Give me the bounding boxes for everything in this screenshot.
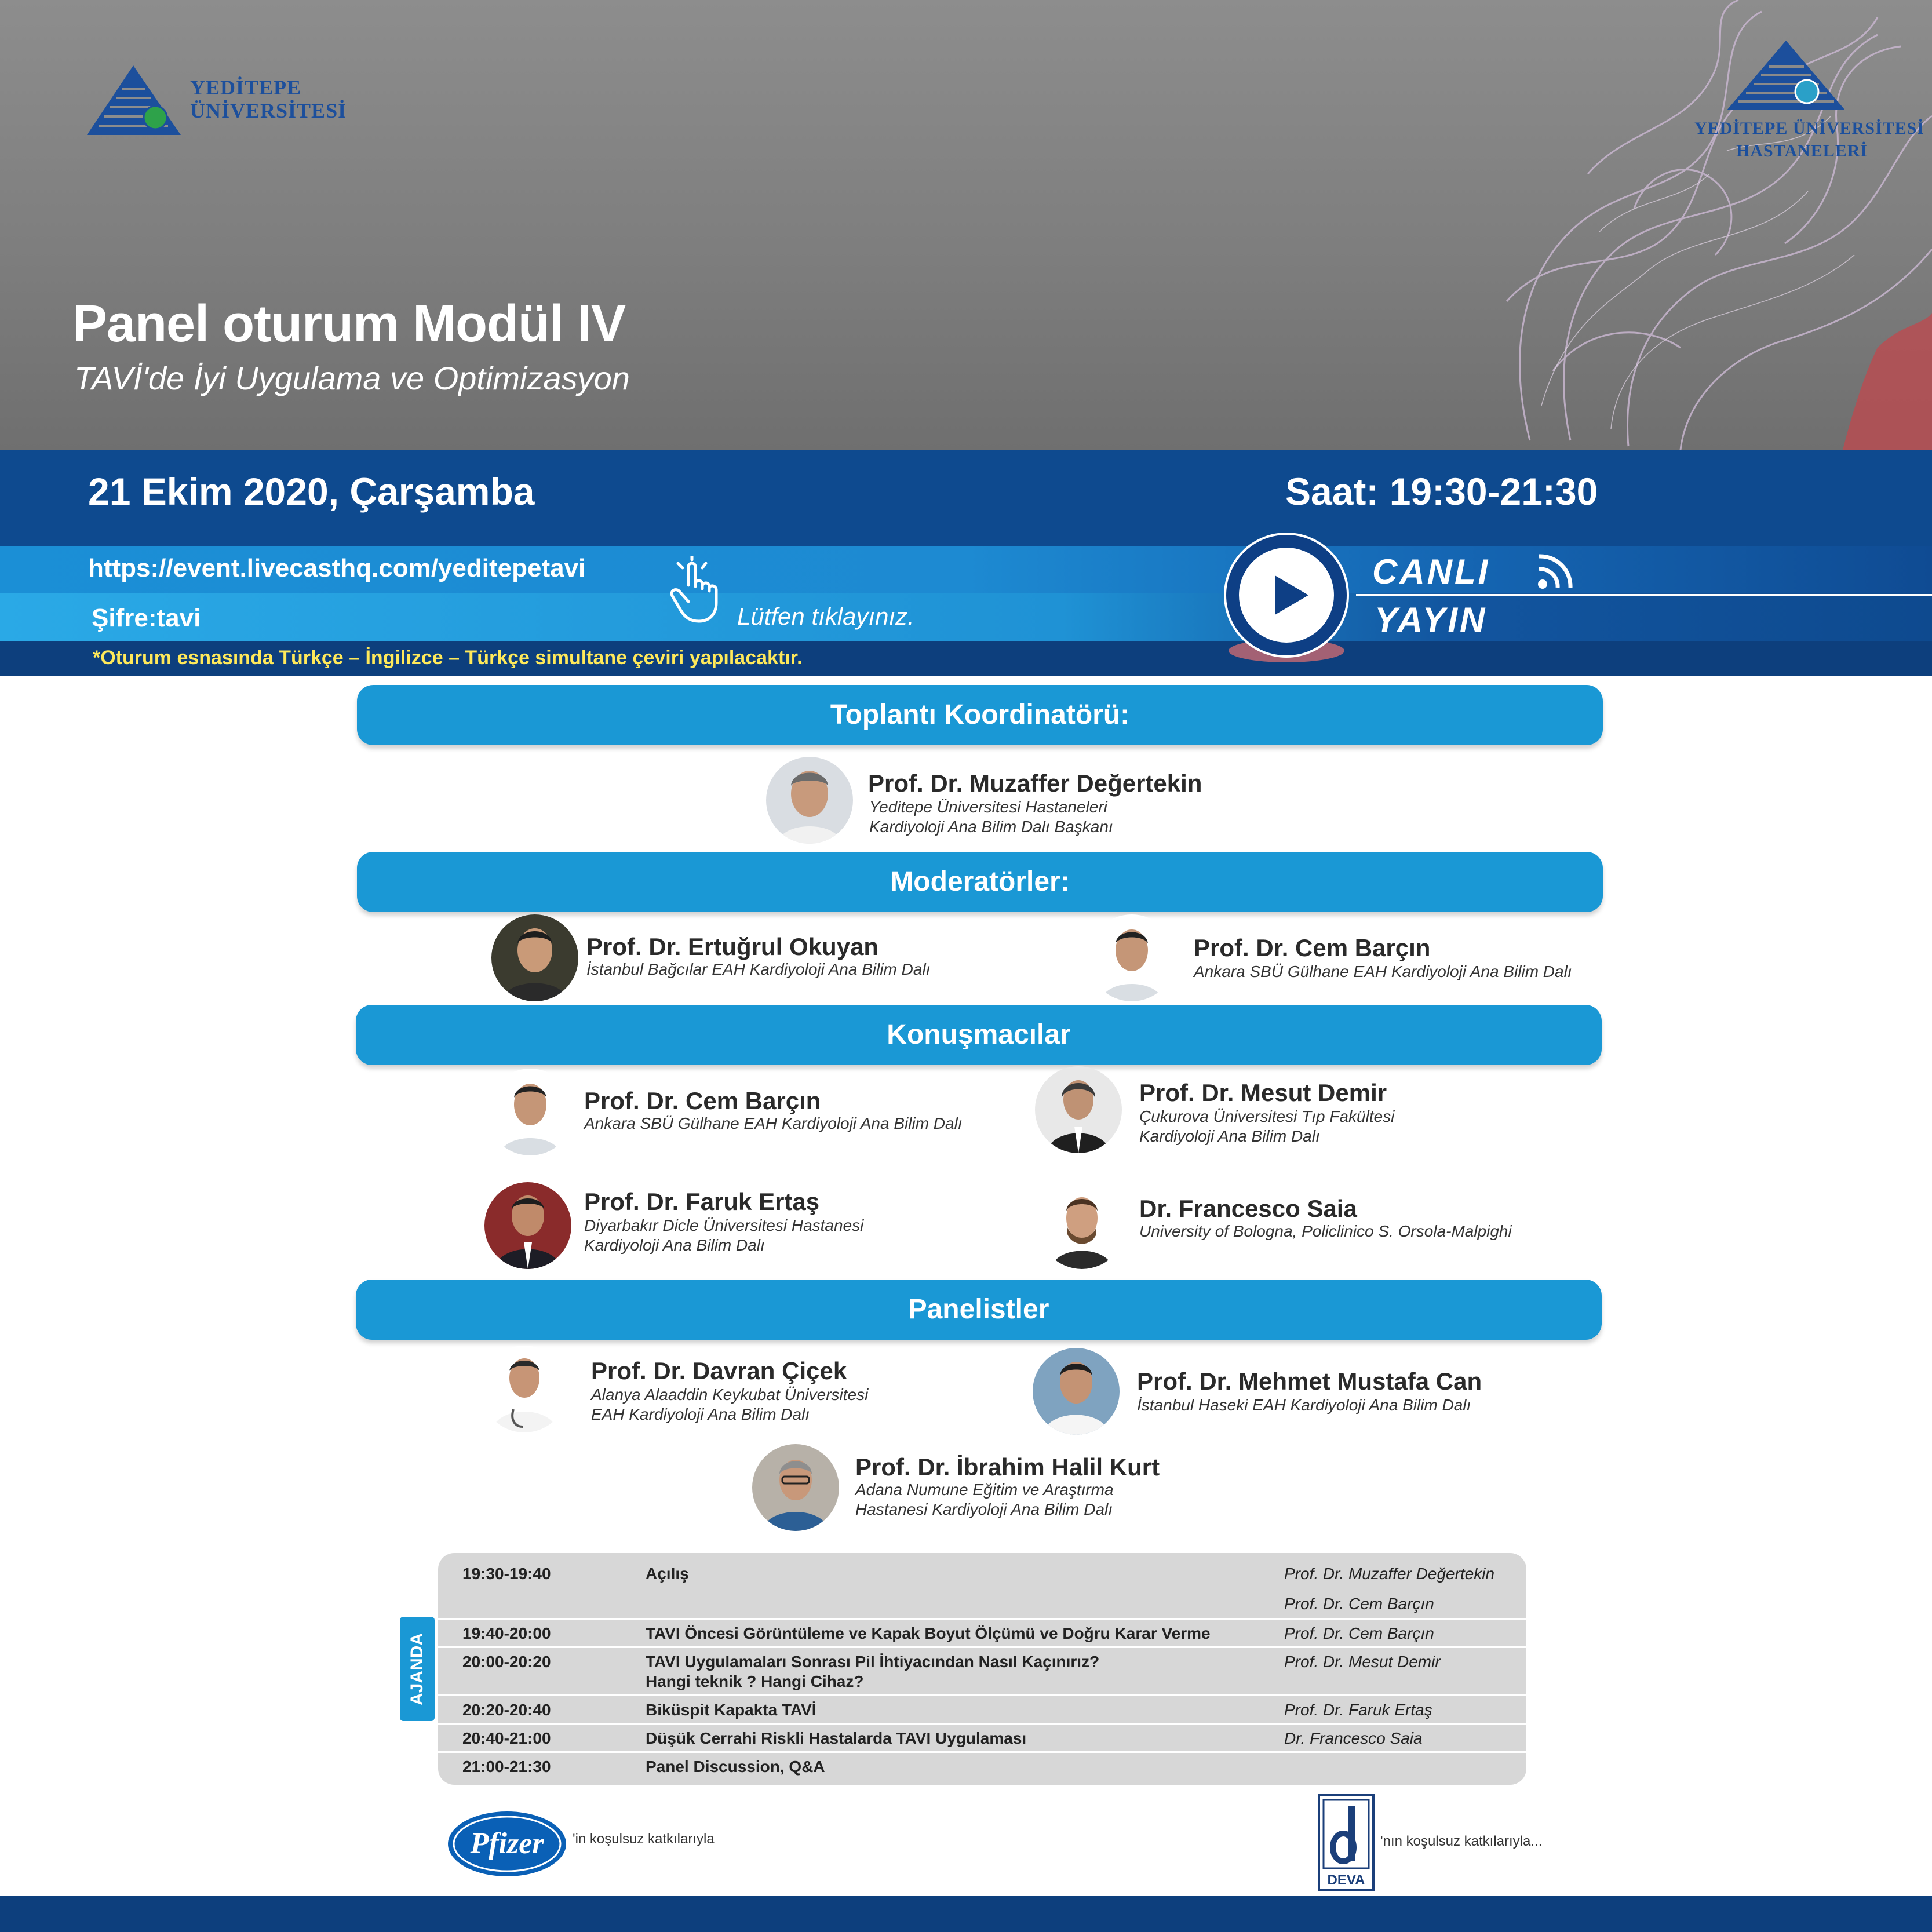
coordinator-name: Prof. Dr. Muzaffer Değertekin xyxy=(868,770,1202,797)
agenda-topic: Panel Discussion, Q&A xyxy=(646,1758,825,1776)
agenda-topic: TAVI Uygulamaları Sonrası Pil İhtiyacından Nasıl Kaçınırız? xyxy=(646,1653,1100,1671)
moderator-inst-1: İstanbul Bağcılar EAH Kardiyoloji Ana Bilim Dalı xyxy=(586,960,931,978)
speaker-inst-2a: Çukurova Üniversitesi Tıp Fakültesi xyxy=(1139,1107,1395,1125)
event-date: 21 Ekim 2020, Çarşamba xyxy=(88,470,535,513)
footer-band xyxy=(0,1896,1932,1932)
panelist-inst-2: İstanbul Haseki EAH Kardiyoloji Ana Bilim Dalı xyxy=(1137,1396,1471,1414)
agenda-topic-2: Hangi teknik ? Hangi Cihaz? xyxy=(646,1672,864,1690)
coordinator-inst-2: Kardiyoloji Ana Bilim Dalı Başkanı xyxy=(869,818,1113,836)
password-band xyxy=(0,593,1932,641)
panelist-inst-3b: Hastanesi Kardiyoloji Ana Bilim Dalı xyxy=(855,1500,1113,1518)
pfizer-note: 'in koşulsuz katkılarıyla xyxy=(573,1831,715,1847)
agenda-row xyxy=(438,1725,1526,1753)
speaker-name-1: Prof. Dr. Cem Barçın xyxy=(584,1087,821,1114)
section-moderators: Moderatörler: xyxy=(357,852,1603,912)
agenda-speaker: Prof. Dr. Cem Barçın xyxy=(1284,1624,1434,1642)
agenda-time: 20:20-20:40 xyxy=(462,1701,551,1719)
moderator-name-2: Prof. Dr. Cem Barçın xyxy=(1194,934,1431,961)
panelist-inst-1a: Alanya Alaaddin Keykubat Üniversitesi xyxy=(591,1386,869,1404)
event-link[interactable]: https://event.livecasthq.com/yeditepetavi xyxy=(88,554,586,582)
coordinator-avatar xyxy=(766,757,853,844)
section-coordinator: Toplantı Koordinatörü: xyxy=(357,685,1603,745)
agenda-time: 20:00-20:20 xyxy=(462,1653,551,1671)
agenda-topic: Düşük Cerrahi Riskli Hastalarda TAVI Uygulaması xyxy=(646,1729,1027,1747)
speaker-inst-4: University of Bologna, Policlinico S. Orsola-Malpighi xyxy=(1139,1222,1512,1240)
speaker-inst-2b: Kardiyoloji Ana Bilim Dalı xyxy=(1139,1127,1320,1145)
live-label-line2: YAYIN xyxy=(1375,600,1488,639)
moderator-name-1: Prof. Dr. Ertuğrul Okuyan xyxy=(586,933,879,960)
speaker-name-4: Dr. Francesco Saia xyxy=(1139,1195,1357,1222)
svg-text:Pfizer: Pfizer xyxy=(470,1827,544,1860)
event-password: Şifre:tavi xyxy=(92,604,201,632)
agenda-topic: TAVI Öncesi Görüntüleme ve Kapak Boyut Ölçümü ve Doğru Karar Verme xyxy=(646,1624,1211,1642)
moderator-avatar-2 xyxy=(1088,914,1175,1001)
coordinator-inst-1: Yeditepe Üniversitesi Hastaneleri xyxy=(869,798,1107,816)
broadcast-icon xyxy=(1534,552,1575,592)
agenda-time: 20:40-21:00 xyxy=(462,1729,551,1747)
agenda-row xyxy=(438,1620,1526,1648)
logo-left-line2: ÜNİVERSİTESİ xyxy=(190,99,347,122)
svg-text:DEVA: DEVA xyxy=(1327,1872,1365,1888)
agenda-row xyxy=(438,1648,1526,1696)
panelist-inst-1b: EAH Kardiyoloji Ana Bilim Dalı xyxy=(591,1405,810,1423)
agenda-speaker: Prof. Dr. Faruk Ertaş xyxy=(1284,1701,1432,1719)
panelist-name-2: Prof. Dr. Mehmet Mustafa Can xyxy=(1137,1368,1482,1395)
speaker-inst-3a: Diyarbakır Dicle Üniversitesi Hastanesi xyxy=(584,1216,864,1234)
click-hint: Lütfen tıklayınız. xyxy=(737,603,914,630)
agenda-topic: Açılış xyxy=(646,1565,689,1583)
speaker-avatar-4 xyxy=(1038,1182,1125,1269)
section-panelists: Panelistler xyxy=(356,1280,1602,1340)
speaker-avatar-2 xyxy=(1035,1066,1122,1153)
section-speakers: Konuşmacılar xyxy=(356,1005,1602,1065)
logo-left-line1: YEDİTEPE xyxy=(190,76,302,99)
moderator-inst-2: Ankara SBÜ Gülhane EAH Kardiyoloji Ana Bilim Dalı xyxy=(1194,963,1572,980)
deva-note: 'nın koşulsuz katkılarıyla... xyxy=(1380,1833,1543,1849)
agenda-row xyxy=(438,1753,1526,1782)
speaker-avatar-1 xyxy=(487,1069,574,1155)
live-divider xyxy=(1356,594,1932,596)
agenda-speaker-2: Prof. Dr. Cem Barçın xyxy=(1284,1595,1434,1613)
agenda-time: 21:00-21:30 xyxy=(462,1758,551,1776)
translation-note: *Oturum esnasında Türkçe – İngilizce – Türkçe simultane çeviri yapılacaktır. xyxy=(93,647,803,669)
panelist-avatar-3 xyxy=(752,1444,839,1531)
pointer-hand-icon xyxy=(661,556,736,626)
speaker-inst-3b: Kardiyoloji Ana Bilim Dalı xyxy=(584,1236,765,1254)
agenda-speaker: Dr. Francesco Saia xyxy=(1284,1729,1423,1747)
agenda-topic: Biküspit Kapakta TAVİ xyxy=(646,1701,816,1719)
page-subtitle: TAVİ'de İyi Uygulama ve Optimizasyon xyxy=(74,360,630,396)
panelist-avatar-2 xyxy=(1033,1348,1120,1435)
agenda-speaker: Prof. Dr. Muzaffer Değertekin xyxy=(1284,1565,1495,1583)
moderator-avatar-1 xyxy=(491,914,578,1001)
agenda-time: 19:40-20:00 xyxy=(462,1624,551,1642)
panelist-name-1: Prof. Dr. Davran Çiçek xyxy=(591,1357,847,1384)
speaker-avatar-3 xyxy=(484,1182,571,1269)
agenda-row xyxy=(438,1696,1526,1725)
speaker-name-3: Prof. Dr. Faruk Ertaş xyxy=(584,1188,820,1215)
logo-right-line2: HASTANELERİ xyxy=(1736,141,1868,161)
agenda-label: AJANDA xyxy=(407,1632,427,1705)
speaker-name-2: Prof. Dr. Mesut Demir xyxy=(1139,1079,1387,1106)
event-time: Saat: 19:30-21:30 xyxy=(1285,470,1598,513)
logo-right-line1: YEDİTEPE ÜNİVERSİTESİ xyxy=(1694,119,1924,138)
agenda-row xyxy=(438,1553,1526,1620)
speaker-inst-1: Ankara SBÜ Gülhane EAH Kardiyoloji Ana Bilim Dalı xyxy=(584,1114,963,1132)
pfizer-logo xyxy=(446,1809,568,1879)
panelist-avatar-1 xyxy=(481,1346,568,1432)
panelist-inst-3a: Adana Numune Eğitim ve Araştırma xyxy=(855,1481,1114,1499)
panelist-name-3: Prof. Dr. İbrahim Halil Kurt xyxy=(855,1453,1160,1481)
live-label-line1: CANLI xyxy=(1372,552,1490,591)
agenda-time: 19:30-19:40 xyxy=(462,1565,551,1583)
page-title: Panel oturum Modül IV xyxy=(72,295,626,353)
agenda-speaker: Prof. Dr. Mesut Demir xyxy=(1284,1653,1441,1671)
deva-logo xyxy=(1318,1794,1375,1891)
play-button-icon[interactable] xyxy=(1217,530,1356,669)
